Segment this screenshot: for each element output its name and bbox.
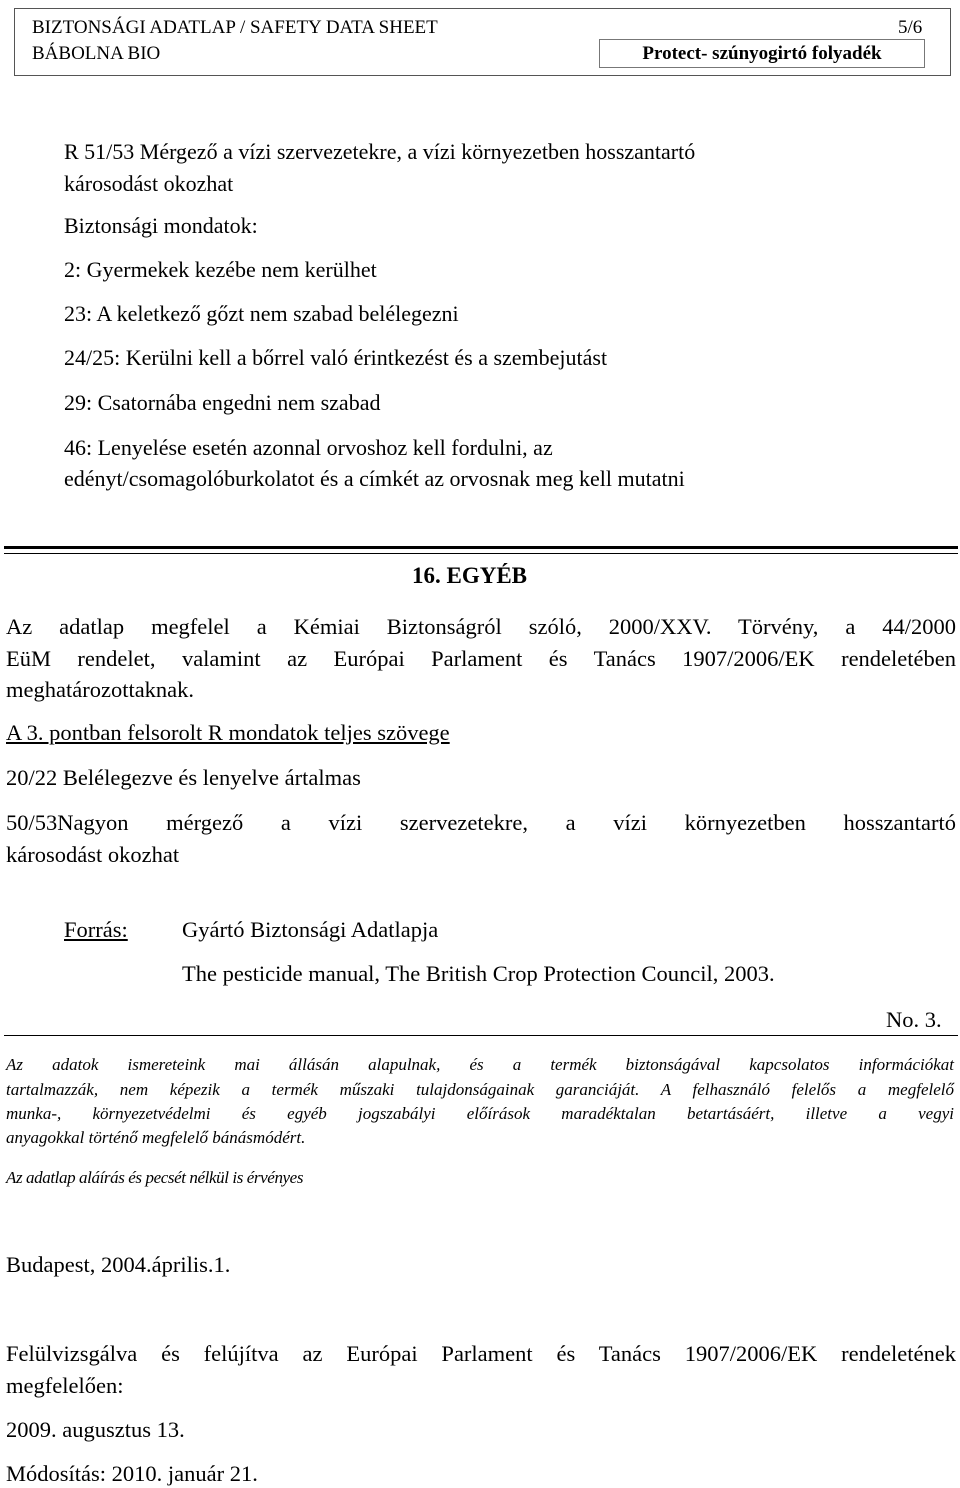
safety-phrases-heading: Biztonsági mondatok:	[64, 213, 258, 238]
disclaimer-rule	[4, 1035, 958, 1036]
r-phrase-20-22: 20/22 Belélegezve és lenyelve ártalmas	[6, 765, 361, 790]
header-title: BIZTONSÁGI ADATLAP / SAFETY DATA SHEET	[32, 17, 438, 38]
disclaimer-line-4: anyagokkal történő megfelelő bánásmódért.	[6, 1128, 306, 1147]
r-phrases-full-text-heading: A 3. pontban felsorolt R mondatok teljes szövege	[6, 720, 450, 745]
disclaimer-line-2: tartalmazzák, nem képezik a termék műszaki tulajdonságainak garanciáját. A felhasználó felelős a megfelelő	[6, 1080, 954, 1099]
header-product-name: Protect- szúnyogirtó folyadék	[642, 43, 882, 64]
place-and-date: Budapest, 2004.április.1.	[6, 1252, 231, 1277]
revision-statement-line-1: Felülvizsgálva és felújítva az Európai Parlament és Tanács 1907/2006/EK rendeletének	[6, 1341, 956, 1366]
section-16-paragraph-line-3: meghatározottaknak.	[6, 677, 195, 702]
s-phrase-29: 29: Csatornába engedni nem szabad	[64, 390, 381, 415]
source-pesticide-manual: The pesticide manual, The British Crop Protection Council, 2003.	[182, 961, 775, 986]
modification-date: Módosítás: 2010. január 21.	[6, 1461, 258, 1486]
r-phrase-line-1: R 51/53 Mérgező a vízi szervezetekre, a vízi környezetben hosszantartó	[64, 139, 696, 164]
header-page-number: 5/6	[898, 17, 923, 38]
disclaimer-line-1: Az adatok ismereteink mai állásán alapulnak, és a termék biztonságával kapcsolatos információkat	[6, 1055, 954, 1074]
source-number: No. 3.	[886, 1007, 942, 1032]
disclaimer-line-3: munka-, környezetvédelmi és egyéb jogszabályi előírások maradéktalan betartásáért, illetve a vegyi	[6, 1104, 954, 1123]
r-phrase-line-2: károsodást okozhat	[64, 171, 234, 196]
section-rule-thick	[4, 546, 958, 549]
s-phrase-23: 23: A keletkező gőzt nem szabad belélegezni	[64, 301, 459, 326]
s-phrase-2: 2: Gyermekek kezébe nem kerülhet	[64, 257, 377, 282]
section-16-paragraph-line-2: EüM rendelet, valamint az Európai Parlament és Tanács 1907/2006/EK rendeletében	[6, 646, 956, 671]
r-phrase-50-53-line-2: károsodást okozhat	[6, 842, 180, 867]
s-phrase-46-line-2: edényt/csomagolóburkolatot és a címkét az orvosnak meg kell mutatni	[64, 466, 685, 491]
source-label: Forrás:	[64, 917, 128, 942]
s-phrase-24-25: 24/25: Kerülni kell a bőrrel való érintkezést és a szembejutást	[64, 345, 608, 370]
revision-statement-line-2: megfelelően:	[6, 1373, 124, 1398]
header-company: BÁBOLNA BIO	[32, 43, 161, 64]
section-16-paragraph-line-1: Az adatlap megfelel a Kémiai Biztonságról szóló, 2000/XXV. Törvény, a 44/2000	[6, 614, 956, 639]
revision-date: 2009. augusztus 13.	[6, 1417, 185, 1442]
s-phrase-46-line-1: 46: Lenyelése esetén azonnal orvoshoz kell fordulni, az	[64, 435, 553, 460]
r-phrase-50-53-line-1: 50/53Nagyon mérgező a vízi szervezetekre, a vízi környezetben hosszantartó	[6, 810, 956, 835]
section-rule-thin	[4, 553, 958, 554]
source-manufacturer-sds: Gyártó Biztonsági Adatlapja	[182, 917, 439, 942]
section-16-title: 16. EGYÉB	[412, 563, 528, 588]
signature-validity-note: Az adatlap aláírás és pecsét nélkül is érvényes	[6, 1168, 304, 1187]
